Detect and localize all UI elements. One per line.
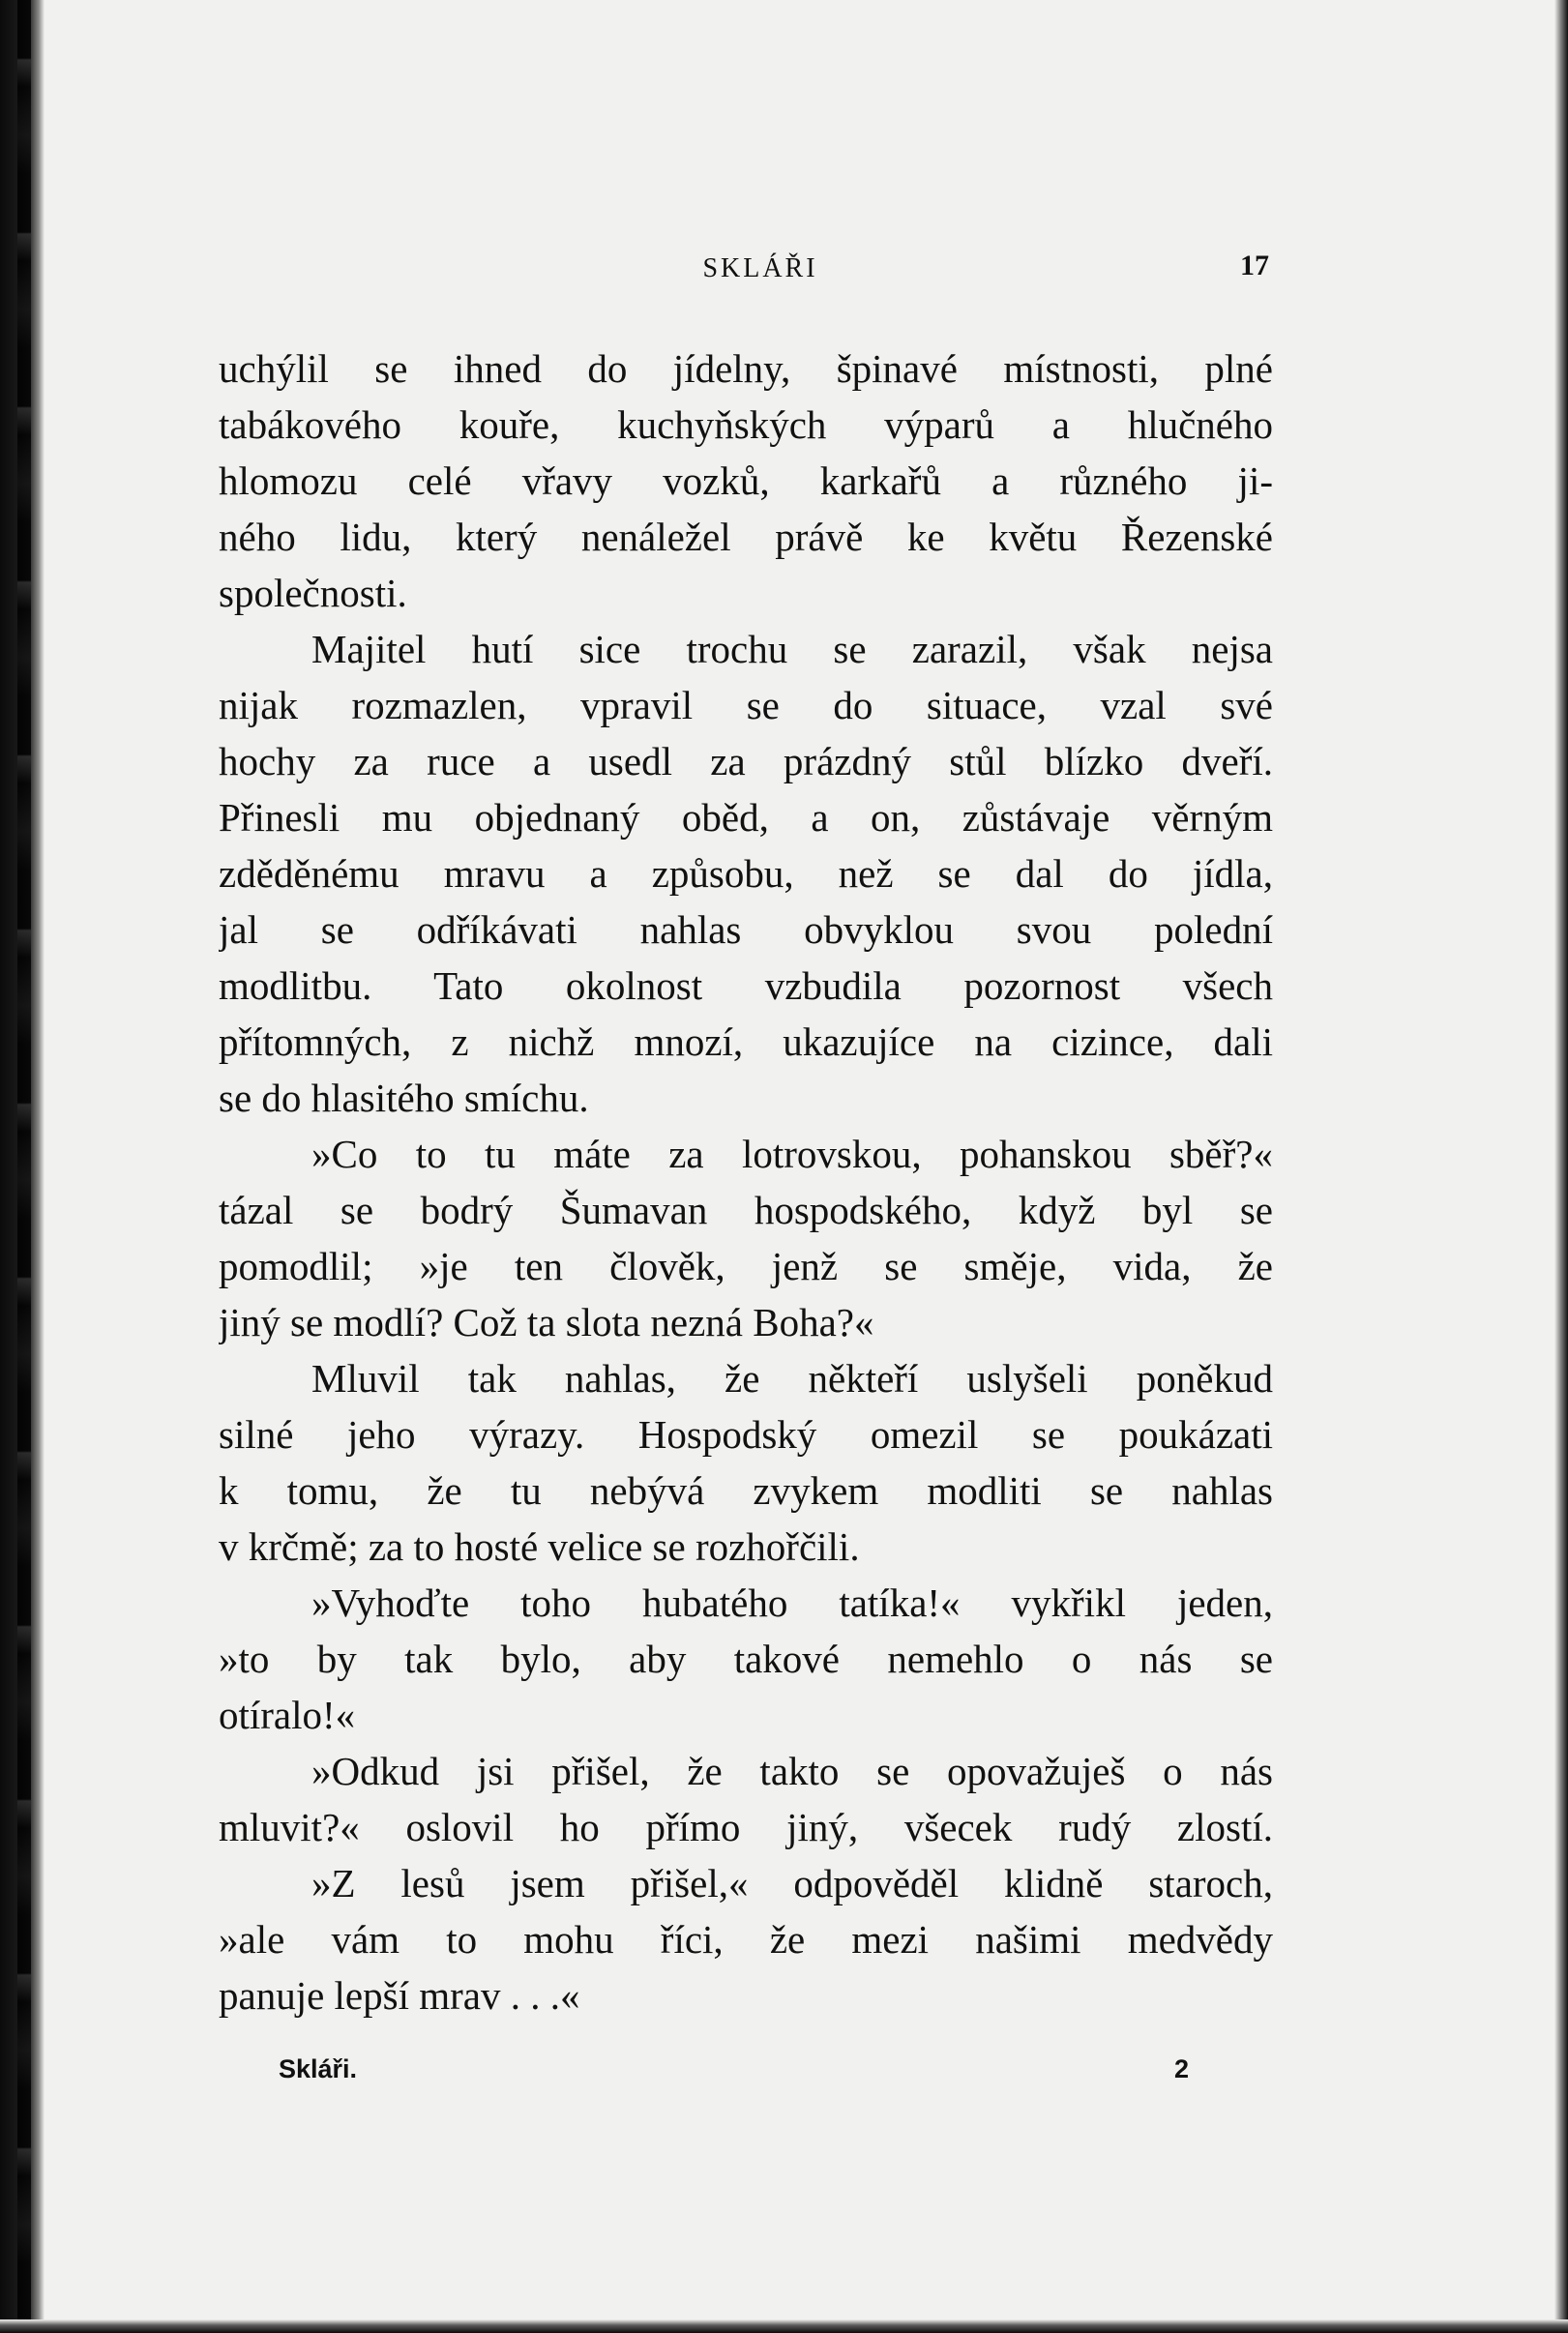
page-footer: [219, 2054, 1273, 2093]
text-line: v krčmě; za to hosté velice se rozhořčili.: [219, 1524, 860, 1569]
signature-title: Skláři.: [279, 2054, 358, 2083]
signature-number: 2: [1174, 2054, 1190, 2083]
text-line: hochy za ruce a usedl za prázdný stůl blízko dveří.: [219, 739, 1273, 783]
text-line: společnosti.: [219, 571, 407, 615]
text-line: uchýlil se ihned do jídelny, špinavé místnosti, plné: [219, 346, 1273, 391]
text-line: hlomozu celé vřavy vozků, karkařů a různého ji-: [219, 458, 1273, 503]
right-page-edge: [1554, 0, 1568, 2333]
text-line: nijak rozmazlen, vpravil se do situace, vzal své: [219, 683, 1273, 727]
text-line: »Z lesů jsem přišel,« odpověděl klidně staroch,: [311, 1861, 1273, 1905]
text-line: »ale vám to mohu říci, že mezi našimi medvědy: [219, 1917, 1273, 1962]
text-line: přítomných, z nichž mnozí, ukazujíce na cizince, dali: [219, 1019, 1273, 1064]
text-line: se do hlasitého smíchu.: [219, 1076, 589, 1120]
page-number: 17: [1240, 250, 1269, 281]
text-line: silné jeho výrazy. Hospodský omezil se poukázati: [219, 1412, 1273, 1457]
text-line: k tomu, že tu nebývá zvykem modliti se nahlas: [219, 1468, 1273, 1513]
text-line: jal se odříkávati nahlas obvyklou svou polední: [219, 907, 1273, 952]
text-line: pomodlil; »je ten člověk, jenž se směje, vida, že: [219, 1244, 1273, 1288]
text-line: ného lidu, který nenáležel právě ke květu Řezenské: [219, 515, 1273, 559]
text-line: tázal se bodrý Šumavan hospodského, když byl se: [219, 1188, 1273, 1232]
running-title: SKLÁŘI: [702, 253, 818, 283]
text-line: jiný se modlí? Což ta slota nezná Boha?«: [219, 1300, 874, 1344]
text-line: »to by tak bylo, aby takové nemehlo o nás se: [219, 1637, 1273, 1681]
running-head: [219, 250, 1273, 288]
book-page: [219, 0, 1273, 2333]
body-text: [219, 340, 1273, 2023]
text-line: Mluvil tak nahlas, že někteří uslyšeli poněkud: [311, 1356, 1273, 1401]
text-line: »Vyhoďte toho hubatého tatíka!« vykřikl jeden,: [311, 1580, 1273, 1625]
text-line: zděděnému mravu a způsobu, než se dal do jídla,: [219, 851, 1273, 896]
text-line: »Co to tu máte za lotrovskou, pohanskou sběř?«: [311, 1132, 1273, 1176]
text-line: panuje lepší mrav . . .«: [219, 1973, 580, 2018]
text-line: otíralo!«: [219, 1693, 356, 1737]
text-line: »Odkud jsi přišel, že takto se opovažuješ o nás: [311, 1749, 1273, 1793]
text-line: modlitbu. Tato okolnost vzbudila pozornost všech: [219, 963, 1273, 1008]
text-line: Majitel hutí sice trochu se zarazil, však nejsa: [311, 627, 1273, 671]
text-line: tabákového kouře, kuchyňských výparů a hlučného: [219, 402, 1273, 447]
binding-shadow: [17, 0, 31, 2333]
text-line: mluvit?« oslovil ho přímo jiný, všecek rudý zlostí.: [219, 1805, 1273, 1849]
text-line: Přinesli mu objednaný oběd, a on, zůstávaje věrným: [219, 795, 1273, 840]
